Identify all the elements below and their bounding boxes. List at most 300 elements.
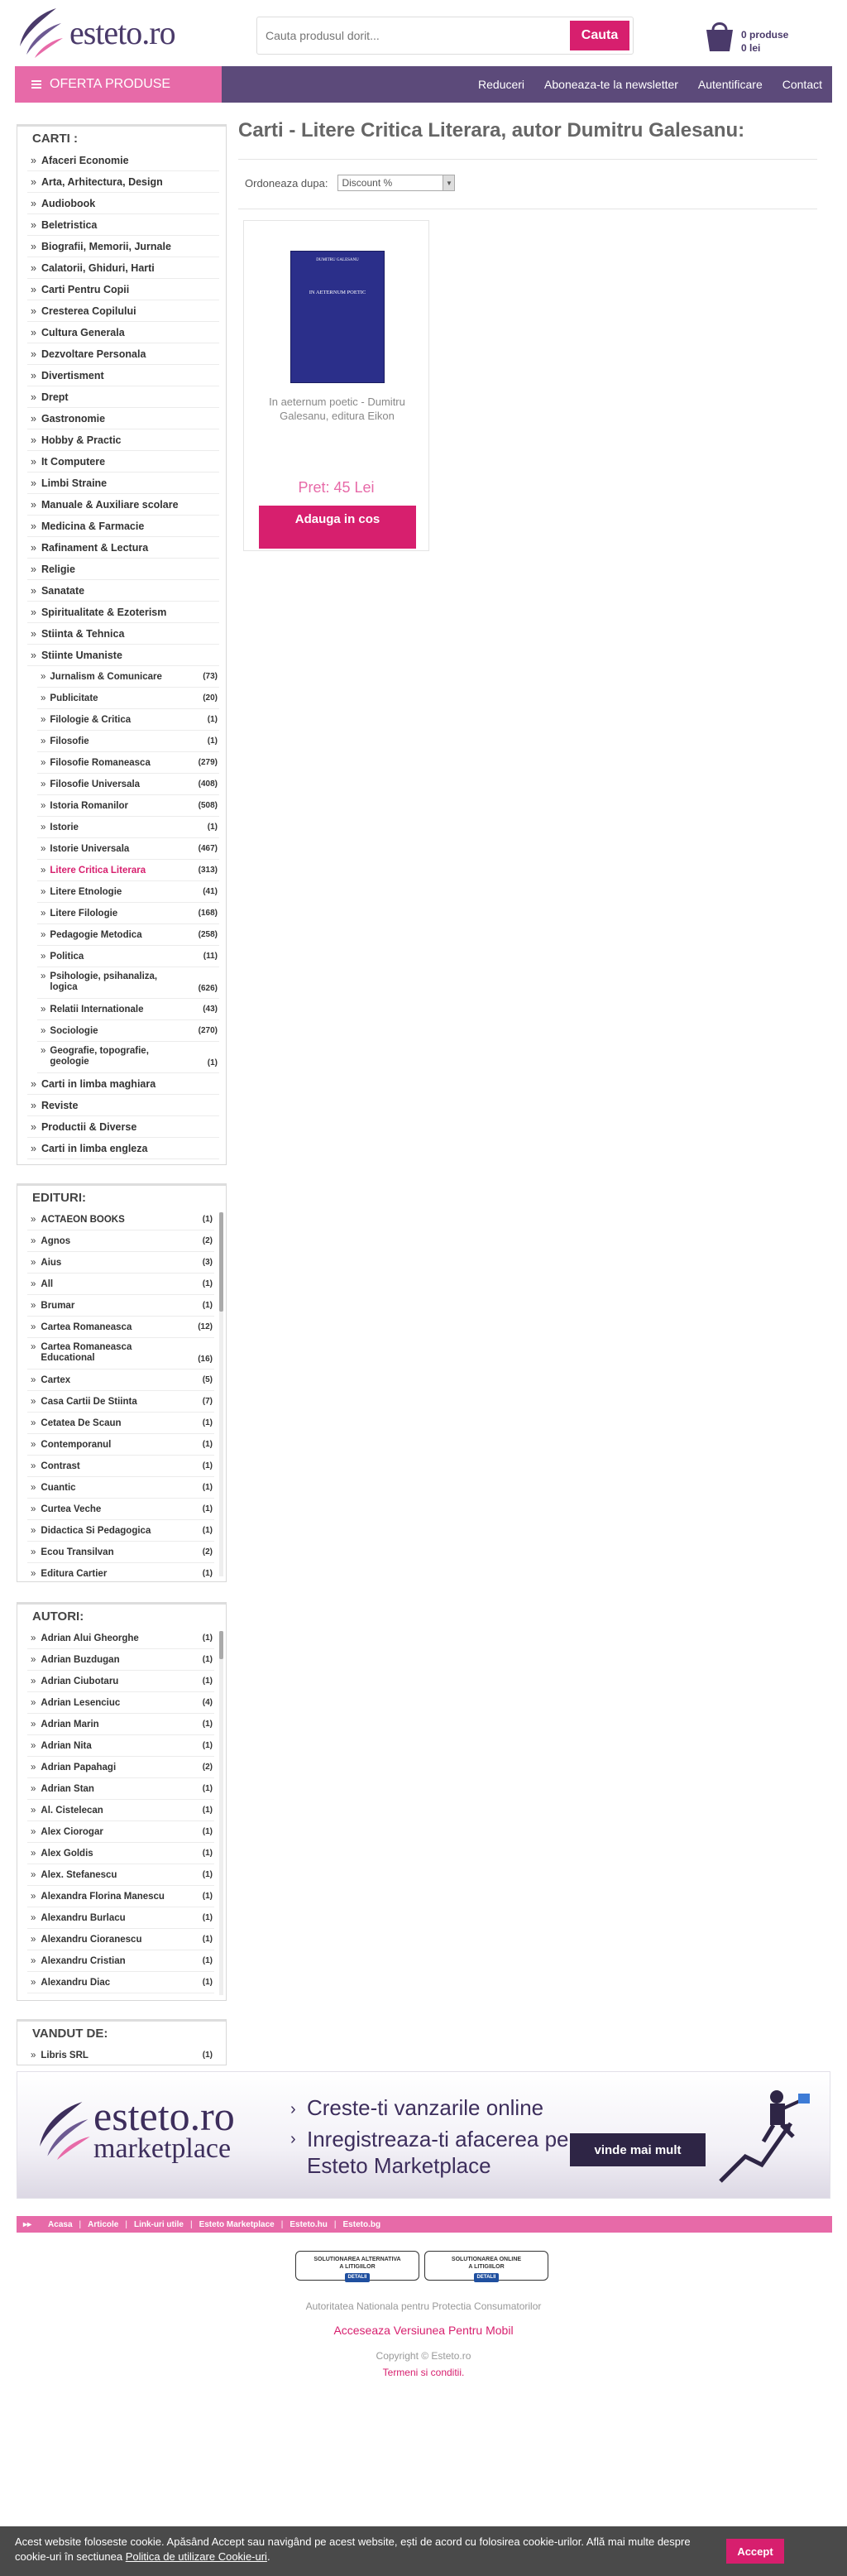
author-item-label: » Adrian Buzdugan [41, 1654, 120, 1665]
author-item-count: (1) [202, 1870, 213, 1879]
publisher-item-label: » Aius [41, 1257, 62, 1268]
product-card [243, 220, 429, 551]
subcategory-item[interactable] [37, 1020, 219, 1042]
subcategory-count: (279) [198, 758, 218, 767]
author-item[interactable] [27, 1649, 214, 1671]
subcategory-label: » Istorie [50, 822, 79, 832]
author-item-count: (1) [202, 1741, 213, 1750]
author-item-count: (1) [202, 1720, 213, 1729]
publisher-item-label: » Didactica Si Pedagogica [41, 1525, 151, 1536]
nav-link[interactable]: Reduceri [478, 78, 525, 91]
subcategory-count: (313) [198, 866, 218, 875]
publishers-scrollbar[interactable] [219, 1212, 223, 1576]
author-item[interactable] [27, 1972, 214, 1993]
author-item-count: (1) [202, 1677, 213, 1686]
product-cover-image[interactable] [290, 251, 385, 383]
subcategory-count: (168) [198, 909, 218, 918]
subcategory-item[interactable] [37, 999, 219, 1020]
cover-author: DUMITRU GALESANU [316, 258, 359, 262]
publishers-title: EDITURI: [32, 1191, 86, 1205]
author-list [17, 1628, 226, 1993]
subcategory-count: (41) [203, 887, 218, 896]
category-label: » Drept [41, 391, 69, 403]
subcategory-label: » Publicitate [50, 693, 98, 703]
publisher-item[interactable] [27, 1317, 214, 1338]
publisher-item[interactable] [27, 1252, 214, 1274]
subcategory-count: (1) [207, 823, 218, 832]
seller-item[interactable] [27, 2045, 214, 2065]
sell-more-button[interactable]: vinde mai mult [570, 2133, 706, 2166]
publisher-item-label: » Casa Cartii De Stiinta [41, 1396, 137, 1407]
author-item[interactable] [27, 1692, 214, 1714]
author-item[interactable] [27, 1864, 214, 1886]
subcategory-label: » Litere Critica Literara [50, 865, 146, 875]
double-arrow-icon: ▸▸ [23, 2219, 32, 2229]
subcategory-label: » Filologie & Critica [50, 714, 132, 725]
publisher-list [17, 1209, 226, 1581]
author-item-count: (4) [202, 1698, 213, 1707]
category-item[interactable] [27, 473, 219, 494]
publisher-item[interactable] [27, 1520, 214, 1542]
publisher-item-label: » Contrast [41, 1461, 80, 1471]
footer-link[interactable]: Esteto.bg [342, 2219, 381, 2229]
category-item[interactable] [27, 257, 219, 279]
publisher-item-label: » Curtea Veche [41, 1504, 102, 1514]
author-item-label: » Adrian Alui Gheorghe [41, 1633, 139, 1643]
banner-line2: Inregistreaza-ti afacerea pe Esteto Marketplace [307, 2127, 569, 2178]
author-item-count: (1) [202, 1784, 213, 1793]
search-button[interactable]: Cauta [570, 21, 629, 50]
subcategory-item[interactable] [37, 817, 219, 838]
publisher-item-count: (1) [202, 1483, 213, 1492]
sellers-panel [17, 2019, 227, 2065]
subcategory-label: » Pedagogie Metodica [50, 929, 142, 940]
subcategory-label: » Istoria Romanilor [50, 800, 128, 811]
banner-logo [93, 2093, 235, 2164]
subcategory-count: (43) [203, 1005, 218, 1014]
author-item-count: (1) [202, 1978, 213, 1987]
subcategory-count: (1) [207, 736, 218, 746]
category-item[interactable] [27, 429, 219, 451]
publisher-item-label: » Cetatea De Scaun [41, 1418, 122, 1428]
category-label: » Carti in limba maghiara [41, 1077, 156, 1090]
publishers-panel [17, 1183, 227, 1582]
author-item-label: » Alexandru Cristian [41, 1955, 126, 1966]
category-item[interactable] [27, 1095, 219, 1116]
sal-badge[interactable] [295, 2251, 419, 2281]
publisher-item[interactable] [27, 1338, 214, 1370]
author-item-count: (2) [202, 1763, 213, 1772]
publisher-item-count: (1) [202, 1279, 213, 1288]
category-label: » Beletristica [41, 218, 98, 231]
add-to-cart-button[interactable]: Adauga in cos [259, 506, 416, 549]
cookie-text: Acest website foloseste cookie. Apăsând Accept sau navigând pe acest website, ești de acord cu folosirea cookie-urilor. Află mai multe despre cookie-uri în sectiunea [15, 2535, 691, 2563]
subcategory-count: (258) [198, 930, 218, 939]
category-label: » Divertisment [41, 369, 104, 381]
author-item-label: » Alexandru Cioranescu [41, 1934, 142, 1945]
publisher-item[interactable] [27, 1499, 214, 1520]
category-label: » Limbi Straine [41, 477, 108, 489]
author-item-count: (1) [202, 1956, 213, 1965]
footer-separator: | [79, 2219, 82, 2229]
subcategory-item[interactable] [37, 881, 219, 903]
publisher-item[interactable] [27, 1542, 214, 1563]
category-item[interactable] [27, 580, 219, 602]
banner-logo-main: esteto.ro [93, 2093, 235, 2139]
terms-link[interactable]: Termeni si conditii. [382, 2367, 465, 2378]
sort-control [245, 175, 455, 191]
subcategory-count: (73) [203, 672, 218, 681]
category-item[interactable] [27, 171, 219, 193]
banner-line1: Creste-ti vanzarile online [307, 2095, 544, 2120]
subcategory-item[interactable] [37, 688, 219, 709]
publisher-item[interactable] [27, 1456, 214, 1477]
category-label: » Gastronomie [41, 412, 106, 425]
cookie-accept-button[interactable]: Accept [726, 2539, 784, 2564]
authors-title: AUTORI: [32, 1609, 84, 1624]
author-item-count: (1) [202, 1827, 213, 1836]
publisher-item[interactable] [27, 1391, 214, 1413]
nav-link[interactable]: Autentificare [697, 78, 763, 91]
author-item-label: » Adrian Ciubotaru [41, 1676, 119, 1686]
subcategory-label: » Jurnalism & Comunicare [50, 671, 162, 682]
category-item[interactable] [27, 602, 219, 623]
footer-link[interactable]: Esteto Marketplace [199, 2219, 275, 2229]
footer-link[interactable]: Articole [88, 2219, 119, 2229]
publisher-item-count: (12) [198, 1322, 213, 1331]
author-item-count: (1) [202, 1849, 213, 1858]
author-item-count: (1) [202, 1633, 213, 1643]
nav-link[interactable]: Aboneaza-te la newsletter [544, 78, 678, 91]
subcategory-item[interactable] [37, 924, 219, 946]
publisher-item-count: (2) [202, 1236, 213, 1245]
author-item[interactable] [27, 1907, 214, 1929]
footer-separator: | [125, 2219, 127, 2229]
logo-text: esteto.ro [69, 13, 175, 51]
category-label: » Hobby & Practic [41, 434, 122, 446]
subcategory-label: » Psihologie, psihanaliza, logica [50, 971, 158, 992]
sol-badge-line2: A LITIGIILOR [468, 2264, 505, 2270]
mobile-version-link[interactable]: Acceseaza Versiunea Pentru Mobil [333, 2324, 514, 2337]
footer-separator: | [280, 2219, 284, 2229]
publisher-item[interactable] [27, 1434, 214, 1456]
category-label: » It Computere [41, 455, 106, 468]
publisher-item-label: » Cuantic [41, 1482, 76, 1493]
author-item-label: » Alexandra Florina Manescu [41, 1891, 165, 1902]
category-item[interactable] [27, 537, 219, 559]
category-item[interactable] [27, 1073, 219, 1095]
category-item[interactable] [27, 559, 219, 580]
offer-products-button[interactable] [15, 66, 222, 103]
sol-badge-line1: SOLUTIONAREA ONLINE [451, 2257, 522, 2262]
subcategory-count: (408) [198, 780, 218, 789]
publisher-item-count: (5) [202, 1375, 213, 1384]
author-item[interactable] [27, 1628, 214, 1649]
copyright: Copyright © Esteto.ro [376, 2350, 471, 2362]
category-label: » Dezvoltare Personala [41, 348, 146, 360]
publisher-item-label: » All [41, 1278, 54, 1289]
publisher-item-label: » Editura Cartier [41, 1568, 108, 1579]
category-item[interactable] [27, 645, 219, 666]
chevron-right-icon: › [290, 2130, 296, 2148]
publisher-item-count: (1) [202, 1569, 213, 1578]
nav-link[interactable]: Contact [782, 78, 822, 91]
publisher-item-label: » Contemporanul [41, 1439, 112, 1450]
category-item[interactable] [27, 408, 219, 429]
chevron-down-icon: ▼ [443, 175, 454, 190]
category-item[interactable] [27, 214, 219, 236]
category-item[interactable] [27, 365, 219, 386]
sort-label: Ordoneaza dupa: [245, 176, 328, 189]
authors-scrollbar[interactable] [219, 1631, 223, 1995]
publisher-item[interactable] [27, 1295, 214, 1317]
subcategory-item[interactable] [37, 838, 219, 860]
seller-list [17, 2045, 226, 2065]
sal-badge-line2: A LITIGIILOR [339, 2264, 376, 2270]
publisher-item-label: » Agnos [41, 1235, 71, 1246]
sellers-title: VANDUT DE: [32, 2027, 108, 2041]
category-item[interactable] [27, 322, 219, 343]
footer-separator: | [189, 2219, 193, 2229]
category-item[interactable] [27, 300, 219, 322]
author-item[interactable] [27, 1671, 214, 1692]
publisher-item-label: » ACTAEON BOOKS [41, 1214, 125, 1225]
main-nav [15, 66, 832, 103]
footer-link[interactable]: Esteto.hu [290, 2219, 328, 2229]
publisher-item[interactable] [27, 1413, 214, 1434]
subcategory-label: » Filosofie Romaneasca [50, 757, 151, 768]
page-title: Carti - Litere Critica Literara, autor Dumitru Galesanu: [238, 119, 745, 142]
subcategory-count: (508) [198, 801, 218, 810]
category-item[interactable] [27, 236, 219, 257]
author-item-count: (1) [202, 1935, 213, 1944]
author-item-count: (1) [202, 1913, 213, 1922]
category-item[interactable] [27, 343, 219, 365]
subcategory-item[interactable] [37, 946, 219, 967]
subcategory-item[interactable] [37, 967, 219, 999]
offer-label: OFERTA PRODUSE [50, 77, 171, 91]
subcategory-label: » Geografie, topografie, geologie [50, 1046, 149, 1067]
publisher-item-count: (1) [202, 1301, 213, 1310]
author-item[interactable] [27, 1950, 214, 1972]
publisher-item[interactable] [27, 1477, 214, 1499]
author-item-label: » Adrian Nita [41, 1740, 92, 1751]
category-label: » Carti in limba engleza [41, 1142, 148, 1154]
category-item[interactable] [27, 494, 219, 516]
category-label: » Religie [41, 563, 75, 575]
publisher-item-count: (1) [202, 1215, 213, 1224]
category-item[interactable] [27, 386, 219, 408]
cookie-policy-link[interactable]: Politica de utilizare Cookie-uri [125, 2550, 267, 2563]
shopping-bag-icon [703, 18, 736, 53]
subcategory-count: (467) [198, 844, 218, 853]
seller-item-count: (1) [202, 2051, 213, 2060]
author-item-label: » Adrian Papahagi [41, 1762, 117, 1772]
footer-link[interactable]: Acasa [48, 2219, 73, 2229]
footer-nav [17, 2216, 832, 2233]
publisher-item-count: (16) [198, 1355, 213, 1364]
subcategory-count: (11) [203, 952, 218, 961]
subcategory-label: » Litere Filologie [50, 908, 118, 919]
author-item[interactable] [27, 1886, 214, 1907]
author-item-label: » Alexandru Diac [41, 1977, 111, 1988]
subcategory-item[interactable] [37, 774, 219, 795]
product-price: Pret: 45 Lei [298, 479, 375, 496]
category-label: » Audiobook [41, 197, 96, 209]
category-label: » Stiinte Umaniste [41, 649, 122, 661]
publisher-item-count: (1) [202, 1526, 213, 1535]
subcategory-label: » Istorie Universala [50, 843, 130, 854]
sort-value: Discount % [342, 177, 393, 189]
author-item[interactable] [27, 1735, 214, 1757]
author-item[interactable] [27, 1800, 214, 1821]
categories-title: CARTI : [32, 132, 78, 146]
marketplace-banner[interactable] [17, 2071, 830, 2199]
author-item[interactable] [27, 1778, 214, 1800]
publisher-item-label: » Ecou Transilvan [41, 1547, 114, 1557]
logo-swoosh-icon [34, 2097, 92, 2163]
subcategory-label: » Sociologie [50, 1025, 98, 1036]
categories-panel [17, 124, 227, 1165]
author-item[interactable] [27, 1714, 214, 1735]
footer-link[interactable]: Link-uri utile [133, 2219, 184, 2229]
category-item[interactable] [27, 516, 219, 537]
publisher-item-count: (1) [202, 1461, 213, 1470]
subcategory-item[interactable] [37, 903, 219, 924]
author-item-label: » Adrian Lesenciuc [41, 1697, 121, 1708]
publisher-item-count: (3) [202, 1258, 213, 1267]
category-label: » Manuale & Auxiliare scolare [41, 498, 179, 511]
litigation-badges [295, 2251, 552, 2284]
subcategory-count: (1) [207, 715, 218, 724]
category-label: » Sanatate [41, 584, 85, 597]
cover-title: IN AETERNUM POETIC [309, 290, 366, 295]
author-item-label: » Al. Cistelecan [41, 1805, 103, 1816]
publisher-item[interactable] [27, 1563, 214, 1581]
author-item-label: » Adrian Marin [41, 1719, 99, 1729]
subcategory-label: » Filosofie Universala [50, 779, 141, 789]
authors-panel [17, 1602, 227, 2001]
category-item[interactable] [27, 279, 219, 300]
category-list [17, 150, 226, 1159]
nav-links [468, 66, 832, 103]
search-input[interactable] [266, 24, 530, 47]
category-item[interactable] [27, 451, 219, 473]
category-item[interactable] [27, 1138, 219, 1159]
sort-select[interactable] [337, 175, 455, 191]
footer-separator: | [333, 2219, 337, 2229]
author-item-label: » Adrian Stan [41, 1783, 94, 1794]
subcategory-label: » Filosofie [50, 736, 89, 746]
cart-count: 0 produse [741, 29, 789, 41]
product-name-link[interactable]: In aeternum poetic - Dumitru Galesanu, editura Eikon [269, 396, 405, 422]
category-label: » Medicina & Farmacie [41, 520, 145, 532]
publisher-item-count: (7) [202, 1397, 213, 1406]
subcategory-label: » Litere Etnologie [50, 886, 122, 897]
publisher-item[interactable] [27, 1274, 214, 1295]
sol-badge-tag: DETALII [474, 2273, 500, 2282]
publisher-item-count: (1) [202, 1504, 213, 1513]
author-item-label: » Alexandru Burlacu [41, 1912, 126, 1923]
publisher-item[interactable] [27, 1230, 214, 1252]
category-label: » Afaceri Economie [41, 154, 129, 166]
sal-badge-line1: SOLUTIONAREA ALTERNATIVA [313, 2257, 401, 2262]
subcategory-count: (1) [207, 1058, 218, 1067]
chevron-right-icon: › [290, 2100, 296, 2118]
sal-badge-tag: DETALII [345, 2273, 371, 2282]
author-item[interactable] [27, 1929, 214, 1950]
search-box [256, 17, 634, 55]
category-label: » Stiinta & Tehnica [41, 627, 125, 640]
subcategory-item[interactable] [37, 666, 219, 688]
publisher-item-label: » Cartea Romaneasca Educational [41, 1342, 132, 1363]
category-label: » Carti Pentru Copii [41, 283, 130, 295]
category-label: » Cultura Generala [41, 326, 125, 338]
subcategory-count: (626) [198, 984, 218, 993]
category-label: » Spiritualitate & Ezoterism [41, 606, 167, 618]
subcategory-label: » Relatii Internationale [50, 1004, 144, 1015]
subcategory-item[interactable] [37, 1042, 219, 1073]
author-item-count: (1) [202, 1655, 213, 1664]
banner-logo-sub: marketplace [93, 2133, 232, 2164]
title-divider [238, 159, 817, 160]
author-item-label: » Alex Ciorogar [41, 1826, 103, 1837]
publisher-item-label: » Brumar [41, 1300, 75, 1311]
author-item[interactable] [27, 1757, 214, 1778]
category-item[interactable] [27, 150, 219, 171]
subcategory-item[interactable] [37, 795, 219, 817]
growth-chart-illustration-icon [712, 2082, 820, 2190]
category-item[interactable] [27, 193, 219, 214]
anpc-link[interactable]: Autoritatea Nationala pentru Protectia Consumatorilor [305, 2300, 542, 2312]
category-label: » Arta, Arhitectura, Design [41, 175, 163, 188]
seller-item-label: » Libris SRL [41, 2050, 89, 2060]
publisher-item-label: » Cartea Romaneasca [41, 1322, 132, 1332]
category-label: » Reviste [41, 1099, 79, 1111]
category-item[interactable] [27, 623, 219, 645]
author-item-label: » Alex. Stefanescu [41, 1869, 117, 1880]
publisher-item-count: (1) [202, 1440, 213, 1449]
category-label: » Rafinament & Lectura [41, 541, 149, 554]
cookie-banner [0, 2526, 847, 2576]
publisher-item-label: » Cartex [41, 1374, 71, 1385]
sol-badge[interactable] [424, 2251, 548, 2281]
cookie-text-block: Acest website foloseste cookie. Apăsând Accept sau navigând pe acest website, ești de acord cu folosirea cookie-urilor. Află mai multe despre cookie-uri în sectiunea Politica de utilizare Cookie-uri. [15, 2535, 691, 2563]
category-label: » Biografii, Memorii, Jurnale [41, 240, 171, 252]
subcategory-label: » Politica [50, 951, 84, 962]
author-item[interactable] [27, 1843, 214, 1864]
publisher-item-count: (1) [202, 1418, 213, 1427]
subcategory-item[interactable] [37, 860, 219, 881]
category-label: » Productii & Diverse [41, 1120, 137, 1133]
cart[interactable] [703, 18, 827, 55]
subcategory-count: (20) [203, 693, 218, 703]
site-logo[interactable] [15, 3, 222, 61]
logo-swoosh-icon [15, 5, 65, 60]
subcategory-item[interactable] [37, 709, 219, 731]
category-item[interactable] [27, 1116, 219, 1138]
author-item-count: (1) [202, 1892, 213, 1901]
publisher-item[interactable] [27, 1370, 214, 1391]
subcategory-item[interactable] [37, 752, 219, 774]
publisher-item[interactable] [27, 1209, 214, 1230]
subcategory-count: (270) [198, 1026, 218, 1035]
publisher-item-count: (2) [202, 1547, 213, 1557]
menu-icon [31, 80, 41, 89]
author-item[interactable] [27, 1821, 214, 1843]
author-item-label: » Alex Goldis [41, 1848, 93, 1859]
subcategory-item[interactable] [37, 731, 219, 752]
